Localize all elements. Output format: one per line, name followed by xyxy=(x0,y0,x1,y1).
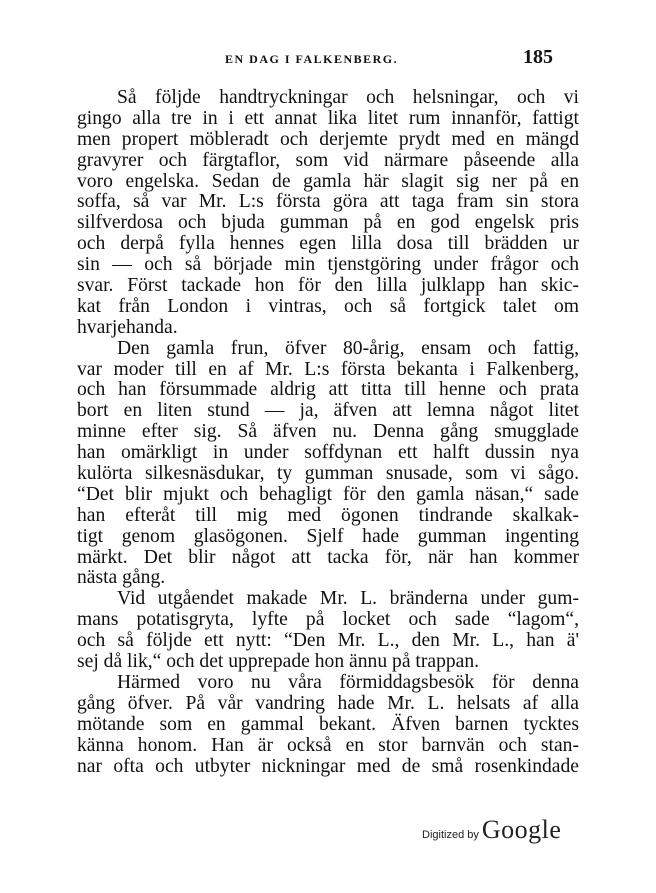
text-line: silfverdosa och bjuda gumman på en god engelsk pris xyxy=(77,212,579,234)
text-line: kat från London i vintras, och så fortgick talet om xyxy=(77,295,579,317)
text-line: sin — och så började min tjenstgöring under frågor och xyxy=(77,254,579,276)
text-line: svar. Först tackade hon för den lilla julklapp han skic- xyxy=(77,275,579,297)
text-line: Härmed voro nu våra förmiddagsbesök för denna xyxy=(117,671,579,693)
text-line: Så följde handtryckningar och helsningar, och vi xyxy=(117,87,579,108)
text-line: han omärkligt in under soffdynan ett halft dussin nya xyxy=(77,442,579,464)
text-line: och han försummade aldrig att titta till henne och prata xyxy=(77,379,579,401)
text-line: voro engelska. Sedan de gamla här slagit sig ner på en xyxy=(77,170,579,192)
text-line: bort en liten stund — ja, äfven att lemna något litet xyxy=(77,400,579,422)
text-line: sej då lik,“ och det upprepade hon ännu på trappan. xyxy=(77,651,480,673)
text-line: märkt. Det blir något att tacka för, när han kommer xyxy=(77,546,579,568)
digitized-by-google-watermark xyxy=(422,815,561,845)
text-line: gång öfver. På vår vandring hade Mr. L. helsats af alla xyxy=(77,692,579,714)
text-line: känna honom. Han är också en stor barnvän och stan- xyxy=(77,734,579,756)
running-title: EN DAG I FALKENBERG. xyxy=(225,52,399,66)
text-line: “Det blir mjukt och behagligt för den gamla näsan,“ sade xyxy=(77,483,579,505)
text-line: gingo alla tre in i ett annat lika litet rum innanför, fattigt xyxy=(77,107,579,129)
text-line: hvarjehanda. xyxy=(77,316,178,338)
body-text xyxy=(77,88,579,777)
text-line: och derpå fylla hennes egen lilla dosa till brädden ur xyxy=(77,233,579,255)
page-number: 185 xyxy=(523,46,553,68)
text-line: nästa gång. xyxy=(77,567,166,589)
text-line: gravyrer och färgtaflor, som vid närmare påseende alla xyxy=(77,149,579,171)
text-line: Den gamla frun, öfver 80-årig, ensam och fattig, xyxy=(117,337,579,359)
text-line: mötande som en gammal bekant. Äfven barnen tycktes xyxy=(77,713,579,735)
google-logo: Google xyxy=(481,815,562,844)
text-line: mans potatisgryta, lyfte på locket och sade “lagom“, xyxy=(77,609,579,631)
text-line: han efteråt till mig med ögonen tindrande skalkak- xyxy=(77,504,579,526)
text-line: soffa, så var Mr. L:s första göra att taga fram sin stora xyxy=(77,191,579,213)
text-line: och så följde ett nytt: “Den Mr. L., den Mr. L., han ä' xyxy=(77,630,579,652)
digitized-label: Digitized by xyxy=(422,829,479,841)
text-line: nar ofta och utbyter nickningar med de små rosenkindade xyxy=(77,755,579,777)
text-line: tigt genom glasögonen. Sjelf hade gumman ingenting xyxy=(77,525,579,547)
text-line: var moder till en af Mr. L:s första bekanta i Falkenberg, xyxy=(77,358,579,380)
text-line: minne efter sig. Så äfven nu. Denna gång smugglade xyxy=(77,421,579,443)
text-line: kulörta silkesnäsdukar, ty gumman snusade, som vi sågo. xyxy=(77,463,579,485)
text-line: men propert möbleradt och derjemte prydt med en mängd xyxy=(77,128,579,150)
text-line: Vid utgåendet makade Mr. L. bränderna under gum- xyxy=(117,588,579,610)
